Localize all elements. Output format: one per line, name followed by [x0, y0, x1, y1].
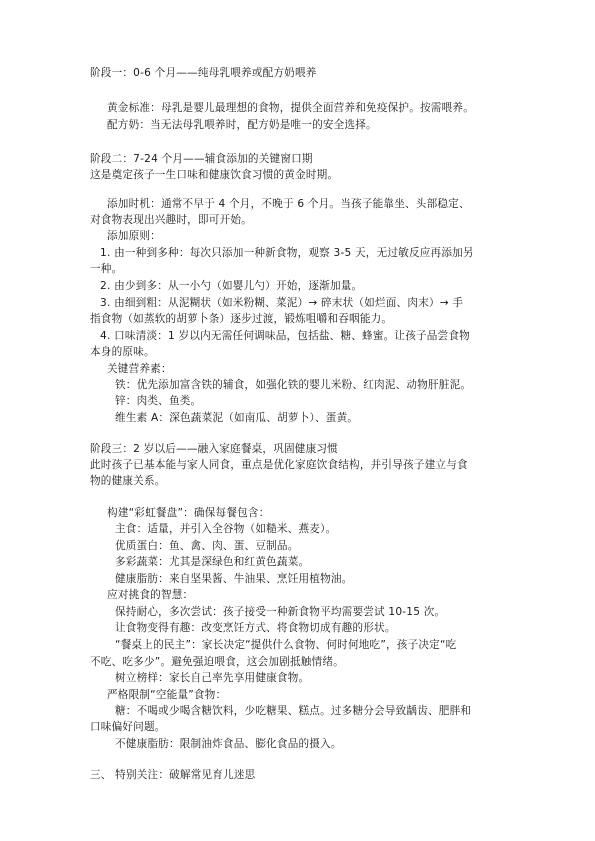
stage2-intro: 这是奠定孩子一生口味和健康饮食习惯的黄金时期。 [90, 169, 339, 181]
stage2-timing-line2: 对食物表现出兴趣时，即可开始。 [90, 214, 252, 226]
stage2-heading: 阶段二：7-24 个月——辅食添加的关键窗口期 [90, 153, 313, 165]
principle-4-line1: 4. 口味清淡：1 岁以内无需任何调味品，包括盐、糖、蜂蜜。让孩子品尝食物 [100, 330, 470, 342]
principle-4-line2: 本身的原味。 [90, 346, 155, 358]
rainbow-plate-heading: 构建“彩虹餐盘”：确保每餐包含： [107, 507, 270, 519]
principle-1-line2: 一种。 [90, 263, 123, 275]
sugar-line1: 糖：不喝或少喝含糖饮料，少吃糖果、糕点。过多糖分会导致龋齿、肥胖和 [115, 705, 472, 717]
picky-patience: 保持耐心，多次尝试：孩子接受一种新食物平均需要尝试 10-15 次。 [115, 606, 446, 618]
principle-3-line2: 指食物（如蒸软的胡萝卜条）逐步过渡，锻炼咀嚼和吞咽能力。 [90, 313, 393, 325]
picky-eating-heading: 应对挑食的智慧： [107, 589, 194, 601]
stage1-gold-standard: 黄金标准：母乳是婴儿最理想的食物，提供全面营养和免疫保护。按需喂养。 [107, 102, 474, 114]
principle-2: 2. 由少到多：从一小勺（如婴儿勺）开始，逐渐加量。 [100, 280, 363, 292]
nutrient-iron: 铁：优先添加富含铁的辅食，如强化铁的婴儿米粉、红肉泥、动物肝脏泥。 [115, 379, 472, 391]
stage2-timing-line1: 添加时机：通常不早于 4 个月，不晚于 6 个月。当孩子能靠坐、头部稳定、 [107, 198, 470, 210]
stage1-heading: 阶段一：0-6 个月——纯母乳喂养或配方奶喂养 [90, 67, 317, 79]
plate-vegetables: 多彩蔬菜：尤其是深绿色和红黄色蔬菜。 [115, 556, 310, 568]
plate-protein: 优质蛋白：鱼、禽、肉、蛋、豆制品。 [115, 540, 299, 552]
picky-democracy-line1: “餐桌上的民主”：家长决定“提供什么食物、何时何地吃”，孩子决定“吃 [115, 639, 457, 651]
stage3-intro-line1: 此时孩子已基本能与家人同食，重点是优化家庭饮食结构，并引导孩子建立与食 [90, 459, 468, 471]
nutrient-vitamin-a: 维生素 A：深色蔬菜泥（如南瓜、胡萝卜）、蛋黄。 [115, 412, 359, 424]
plate-staple: 主食：适量，并引入全谷物（如糙米、燕麦）。 [115, 523, 337, 535]
plate-fats: 健康脂肪：来自坚果酱、牛油果、烹饪用植物油。 [115, 573, 353, 585]
picky-fun: 让食物变得有趣：改变烹饪方式、将食物切成有趣的形状。 [115, 622, 396, 634]
picky-role-model: 树立榜样：家长自己率先享用健康食物。 [115, 672, 310, 684]
stage3-heading: 阶段三：2 岁以后——融入家庭餐桌，巩固健康习惯 [90, 443, 338, 455]
principle-1-line1: 1. 由一种到多种：每次只添加一种新食物，观察 3-5 天，无过敏反应再添加另 [100, 247, 474, 259]
picky-democracy-line2: 不吃、吃多少”。避免强迫喂食，这会加剧抵触情绪。 [90, 656, 344, 668]
section-three-heading: 三、 特别关注：破解常见育儿迷思 [90, 769, 256, 781]
nutrient-zinc: 锌：肉类、鱼类。 [115, 395, 202, 407]
sugar-line2: 口味偏好问题。 [90, 721, 166, 733]
stage1-formula: 配方奶：当无法母乳喂养时，配方奶是唯一的安全选择。 [107, 119, 377, 131]
unhealthy-fats: 不健康脂肪：限制油炸食品、膨化食品的摄入。 [115, 738, 342, 750]
stage3-intro-line2: 物的健康关系。 [90, 475, 166, 487]
empty-calories-heading: 严格限制“空能量”食物： [107, 689, 227, 701]
key-nutrients-heading: 关键营养素： [107, 363, 172, 375]
principles-heading: 添加原则： [107, 230, 161, 242]
principle-3-line1: 3. 由细到粗：从泥糊状（如米粉糊、菜泥）→ 碎末状（如烂面、肉末）→ 手 [100, 297, 464, 309]
